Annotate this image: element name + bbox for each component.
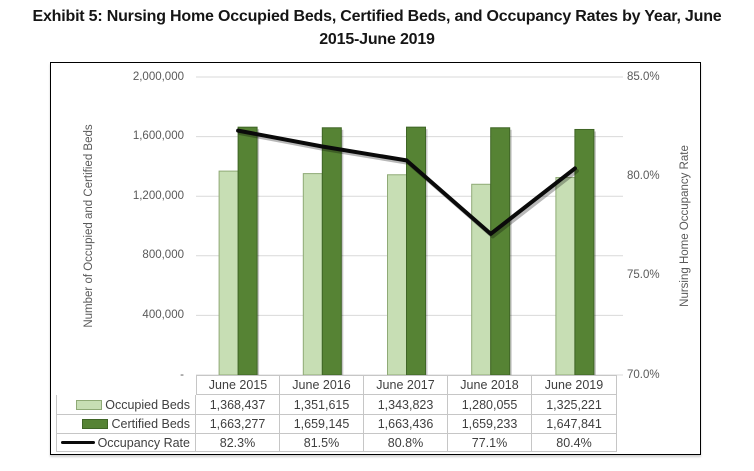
right-axis-title: Nursing Home Occupancy Rate [679, 145, 691, 307]
table-value-cell: 1,280,055 [448, 395, 532, 415]
bar-certified-beds [491, 128, 510, 375]
occupancy-rate-line-icon [61, 441, 95, 445]
legend-cell-certified-beds [56, 415, 196, 434]
table-value-cell: 77.1% [448, 434, 532, 452]
chart-title [0, 5, 754, 51]
table-value-cell: 80.8% [364, 434, 448, 452]
legend-label: Certified Beds [111, 417, 190, 431]
bar-certified-beds [322, 128, 341, 375]
right-axis-tick-label: 80.0% [627, 169, 660, 182]
table-value-cell: 80.4% [532, 434, 617, 452]
bar-occupied-beds [472, 184, 491, 375]
legend-label: Occupancy Rate [97, 435, 190, 450]
chart-title-line-1: Exhibit 5: Nursing Home Occupied Beds, Certified Beds, and Occupancy Rates by Year, June [32, 8, 722, 25]
left-axis-tick-label: 800,000 [142, 249, 184, 262]
certified-beds-swatch-icon [82, 419, 108, 429]
chart-title-line-2: 2015-June 2019 [319, 31, 435, 48]
legend-label: Occupied Beds [105, 397, 190, 412]
right-axis-tick-label: 85.0% [627, 70, 660, 83]
bar-occupied-beds [556, 178, 575, 375]
left-axis-tick-label: 1,600,000 [132, 130, 184, 143]
table-corner-blank [56, 375, 196, 395]
table-value-cell: 1,343,823 [364, 395, 448, 415]
occupied-beds-swatch-icon [76, 400, 102, 410]
bar-occupied-beds [303, 174, 322, 375]
left-axis-tick-label: 1,200,000 [132, 189, 184, 202]
legend-cell-occupancy-rate [56, 434, 196, 452]
table-value-cell: 1,659,145 [280, 415, 364, 434]
table-header-year: June 2018 [448, 375, 532, 395]
table-value-cell: 1,325,221 [532, 395, 617, 415]
bar-certified-beds [238, 127, 257, 375]
table-value-cell: 82.3% [196, 434, 280, 452]
table-value-cell: 1,663,277 [196, 415, 280, 434]
table-header-year: June 2019 [532, 375, 617, 395]
table-value-cell: 1,659,233 [448, 415, 532, 434]
left-axis-tick-label: 2,000,000 [132, 70, 184, 83]
table-header-year: June 2015 [196, 375, 280, 395]
chart-area [50, 62, 701, 455]
right-axis-tick-label: 75.0% [627, 269, 660, 282]
table-header-year: June 2017 [364, 375, 448, 395]
left-axis-title: Number of Occupied and Certified Beds [83, 124, 95, 328]
bar-certified-beds [575, 129, 594, 375]
bar-occupied-beds [388, 175, 407, 375]
table-value-cell: 1,368,437 [196, 395, 280, 415]
bar-occupied-beds [219, 171, 238, 375]
chart-data-table [56, 375, 617, 452]
table-value-cell: 1,351,615 [280, 395, 364, 415]
table-value-cell: 1,663,436 [364, 415, 448, 434]
table-header-year: June 2016 [280, 375, 364, 395]
legend-cell-occupied-beds [56, 395, 196, 415]
table-value-cell: 81.5% [280, 434, 364, 452]
left-axis-tick-label: 400,000 [142, 308, 184, 321]
right-axis-tick-label: 70.0% [627, 368, 660, 381]
table-value-cell: 1,647,841 [532, 415, 617, 434]
left-axis-tick-label: - [180, 368, 184, 381]
